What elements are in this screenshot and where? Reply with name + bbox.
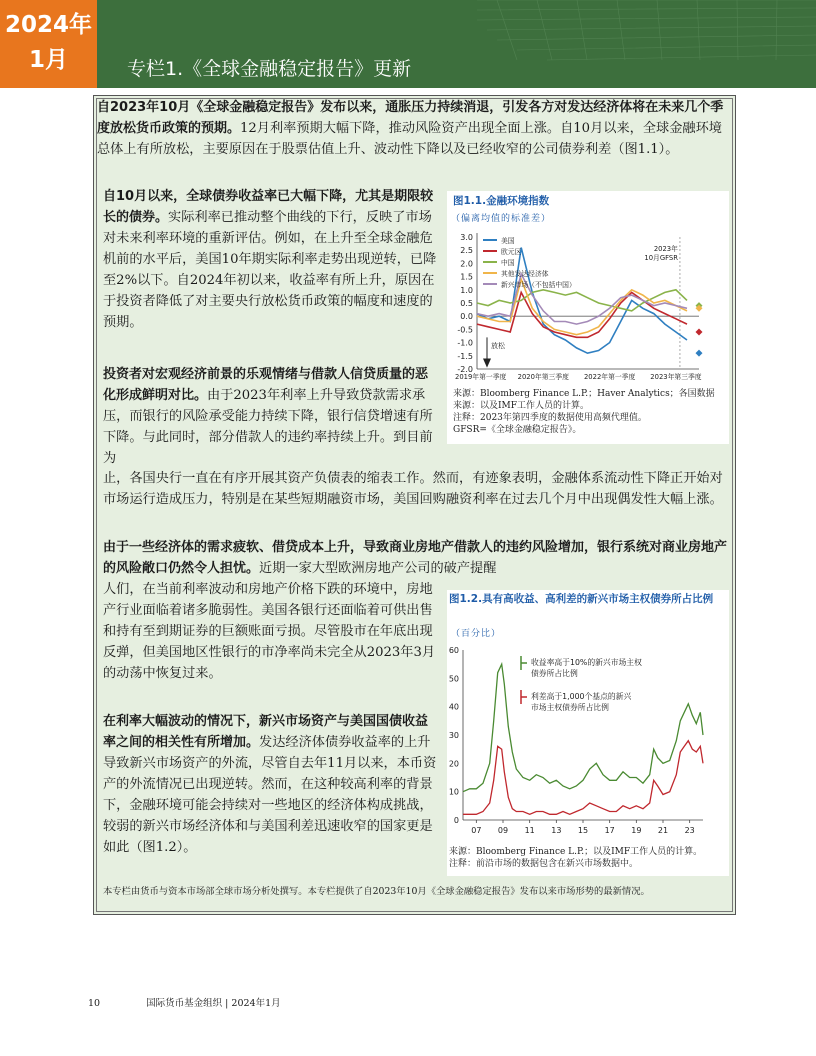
- legend-label: 欧元区: [501, 248, 522, 256]
- legend-label: 债券所占比例: [531, 669, 578, 678]
- box-footnote: 本专栏由货币与资本市场部全球市场分析处撰写。本专栏提供了自2023年10月《全球金融稳定报告》发布以来市场形势的最新情况。: [103, 886, 650, 897]
- gfsr-diamond-marker: [696, 329, 703, 336]
- series-line: [463, 664, 703, 792]
- para2-bold: 自10月以来，全球债券收益率已大幅下降，尤其是期限较长的债券。: [103, 189, 434, 225]
- y-tick-label: -1.5: [457, 351, 473, 361]
- series-line: [477, 290, 687, 311]
- y-tick-label: 0.5: [460, 299, 473, 308]
- x-tick-label: 2022年第一季度: [583, 373, 636, 381]
- page-title: 专栏1.《全球金融稳定报告》更新: [127, 58, 412, 80]
- para2-text: 实际利率已推动整个曲线的下行，反映了市场对未来利率环境的重新评估。例如，在上升至全球金融危机前的水平后，美国10年期实际利率走势出现逆转，已降至2%以下。自2024年初以来，收益率有所上升，原因在于投资者降低了对主要央行放松货币政策的幅度和速度的预期。: [103, 210, 437, 330]
- paragraph-emerging-markets: [103, 711, 437, 858]
- header-bar: [97, 0, 816, 88]
- legend-label: 新兴市场（不包括中国）: [501, 281, 576, 289]
- y-tick-label: -1.0: [457, 338, 473, 348]
- figure1-note-line: GFSR=《全球金融稳定报告》。: [453, 425, 582, 435]
- series-line: [463, 741, 703, 815]
- paragraph-credit-quality: [103, 364, 437, 469]
- page-footer: [88, 995, 281, 1009]
- x-tick-label: 09: [497, 826, 509, 835]
- footer-text: 国际货币基金组织 | 2024年1月: [146, 998, 281, 1009]
- y-tick-label: 1.0: [460, 285, 473, 295]
- y-tick-label: 10: [448, 787, 459, 797]
- x-tick-label: 17: [604, 826, 615, 835]
- para4-text-narrow: 人们，在当前利率波动和房地产价格下跌的环境中，房地产行业面临着诸多脆弱性。美国各银行还面临着可供出售和持有至到期证券的巨额账面亏损。尽管股市在年底出现反弹，但美国地区性银行的市净率尚未完全从2023年3月的动荡中恢复过来。: [103, 582, 436, 681]
- intro-bold: 自2023年10月《全球金融稳定报告》发布以来，通胀压力持续消退，引发各方对发达经济体将在未来几个季度放松货币政策的预期。: [97, 100, 724, 136]
- figure2-chart: [447, 642, 729, 842]
- intro-paragraph: [97, 97, 727, 160]
- x-tick-label: 2019年第一季度: [455, 373, 507, 381]
- figure-1-1: [447, 191, 729, 444]
- figure-1-2: [447, 590, 729, 876]
- legend-label: 市场主权债券所占比例: [531, 703, 609, 712]
- x-tick-label: 23: [684, 826, 695, 835]
- gfsr-annotation: 2023年: [653, 245, 678, 253]
- page-number: 10: [88, 998, 101, 1009]
- para5-bold: 在利率大幅波动的情况下，新兴市场资产与美国国债收益率之间的相关性有所增加。: [103, 714, 429, 750]
- para3-text-narrow: 由于2023年利率上升导致贷款需求承压，而银行的风险承受能力持续下降，银行信贷增速有所下降。与此同时，部分借款人的违约率持续上升。到目前为: [103, 388, 433, 466]
- y-tick-label: 50: [448, 674, 459, 684]
- y-tick-label: 60: [448, 646, 459, 655]
- figure1-note-line: 注释：2023年第四季度的数据使用高频代理值。: [453, 413, 647, 423]
- figure1-title: 图1.1.金融环境指数: [453, 195, 550, 207]
- x-tick-label: 07: [471, 826, 482, 835]
- x-tick-label: 15: [577, 826, 589, 835]
- x-tick-label: 19: [631, 826, 642, 835]
- figure2-note-line: 注释：前沿市场的数据包含在新兴市场数据中。: [449, 859, 639, 869]
- y-tick-label: 20: [448, 759, 459, 769]
- y-tick-label: 0: [453, 816, 459, 825]
- x-tick-label: 2020年第三季度: [517, 373, 569, 381]
- gfsr-annotation: 10月GFSR: [644, 254, 678, 262]
- x-tick-label: 13: [551, 826, 562, 835]
- para4-text-wide: 近期一家大型欧洲房地产公司的破产提醒: [259, 561, 497, 576]
- date-badge: [0, 0, 97, 88]
- y-tick-label: 1.5: [460, 272, 473, 282]
- figure2-subtitle: （百分比）: [451, 629, 502, 639]
- y-tick-label: -2.0: [457, 365, 473, 374]
- para4-bold: 由于一些经济体的需求疲软、借贷成本上升，导致商业房地产借款人的违约风险增加，银行系统对商业房地产的风险敞口仍然令人担忧。: [103, 540, 728, 576]
- y-tick-label: 2.0: [460, 259, 473, 269]
- intro-text: 12月利率预期大幅下降，推动风险资产出现全面上涨。自10月以来，全球金融环境总体上有所放松，主要原因在于股票估值上升、波动性下降以及已经收窄的公司债券利差（图1.1）。: [97, 121, 722, 157]
- y-tick-label: 2.5: [460, 246, 473, 256]
- figure2-title: 图1.2.具有高收益、高利差的新兴市场主权债券所占比例: [449, 593, 714, 605]
- paragraph-commercial-real-estate: [103, 537, 735, 579]
- date-year: 2024年: [4, 12, 92, 38]
- y-tick-label: -0.5: [457, 325, 473, 335]
- figure1-source-line: 来源：以及IMF工作人员的计算。: [453, 401, 590, 411]
- figure1-subtitle: （偏离均值的标准差）: [451, 214, 552, 224]
- paragraph-credit-quality-cont: [103, 468, 733, 510]
- figure1-source-line: 来源：Bloomberg Finance L.P.；Haver Analytics；各国数据: [453, 389, 715, 399]
- para3-bold: 投资者对宏观经济前景的乐观情绪与借款人信贷质量的恶化形成鲜明对比。: [103, 367, 429, 403]
- para3-text-wide: 止，各国央行一直在有序开展其资产负债表的缩表工作。然而，有迹象表明，金融体系流动性下降正开始对市场运行造成压力，特别是在某些短期融资市场，美国回购融资利率在过去几个月中出现偶发性大幅上涨。: [103, 471, 723, 507]
- figure2-source-line: 来源：Bloomberg Finance L.P.；以及IMF工作人员的计算。: [449, 847, 703, 857]
- y-tick-label: 40: [448, 702, 459, 712]
- legend-label: 中国: [501, 259, 515, 267]
- x-tick-label: 2023年第三季度: [650, 373, 702, 381]
- legend-label: 利差高于1,000个基点的新兴: [531, 692, 632, 701]
- para5-text: 发达经济体债券收益率的上升导致新兴市场资产的外流，尽管自去年11月以来，本币资产的外流情况已出现逆转。然而，在这种较高利率的背景下，金融环境可能会持续对一些地区的经济体构成挑战，较弱的新兴市场经济体和与美国利差迅速收窄的国家更是如此（图1.2）。: [103, 735, 437, 855]
- y-tick-label: 30: [448, 731, 459, 740]
- figure2-sources: [449, 846, 729, 870]
- x-tick-label: 21: [657, 826, 669, 835]
- date-month: 1月: [28, 47, 68, 73]
- easing-label: 放松: [491, 341, 505, 350]
- paragraph-bond-yields: [103, 186, 437, 333]
- legend-label: 美国: [501, 237, 515, 245]
- x-tick-label: 11: [524, 826, 535, 835]
- y-tick-label: 0.0: [460, 312, 473, 322]
- legend-label: 收益率高于10%的新兴市场主权: [531, 658, 642, 667]
- legend-label: 其他发达经济体: [501, 270, 549, 278]
- paragraph-commercial-real-estate-cont: [103, 579, 437, 684]
- gfsr-diamond-marker: [696, 350, 703, 357]
- y-tick-label: 3.0: [460, 233, 473, 242]
- figure1-sources: [453, 388, 729, 436]
- easing-arrow-head: [483, 358, 491, 367]
